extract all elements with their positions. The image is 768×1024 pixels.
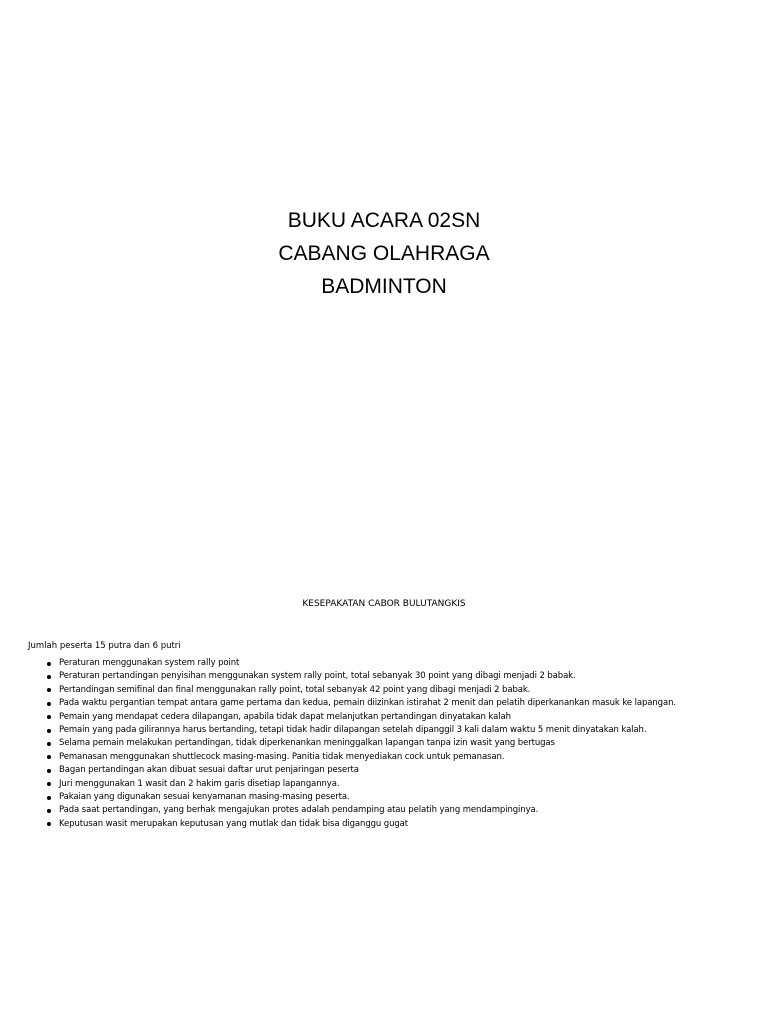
rule-text: Pakaian yang digunakan sesuai kenyamanan masing-masing peserta. — [59, 792, 350, 803]
bullet-icon — [47, 662, 51, 666]
bullet-icon — [47, 675, 51, 679]
bullet-icon — [47, 755, 51, 759]
rule-text: Juri menggunakan 1 wasit dan 2 hakim garis disetiap lapangannya. — [59, 778, 340, 789]
bullet-icon — [47, 702, 51, 706]
rule-text: Bagan pertandingan akan dibuat sesuai daftar urut penjaringan peserta — [59, 765, 359, 776]
rule-text: Pada waktu pergantian tempat antara game pertama dan kedua, pemain diizinkan istirahat 2 menit dan pelatih diperkanankan masuk ke lapangan. — [59, 698, 676, 709]
rule-text: Selama pemain melakukan pertandingan, tidak diperkenankan meninggalkan lapangan tanpa izin wasit yang bertugas — [59, 738, 555, 749]
rule-item — [0, 711, 676, 724]
participant-count-text: Jumlah peserta 15 putra dan 6 putri — [28, 641, 181, 651]
bullet-icon — [47, 782, 51, 786]
bullet-icon — [47, 742, 51, 746]
bullet-icon — [47, 769, 51, 773]
rule-text: Pemain yang pada gilirannya harus bertanding, tetapi tidak hadir dilapangan setelah dipanggil 3 kali dalam waktu 5 menit dinyatakan kalah. — [59, 725, 647, 736]
bullet-icon — [47, 822, 51, 826]
title-line-3: BADMINTON — [321, 275, 447, 298]
rule-text: Pemanasan menggunakan shuttlecock masing-masing. Panitia tidak menyediakan cock untuk pemanasan. — [59, 751, 505, 762]
rule-text: Pertandingan semifinal dan final menggunakan rally point, total sebanyak 42 point yang dibagi menjadi 2 babak. — [59, 684, 531, 695]
rule-item — [0, 724, 676, 737]
document-title — [0, 204, 768, 303]
rule-item — [0, 804, 676, 817]
bullet-icon — [47, 688, 51, 692]
rule-item — [0, 791, 676, 804]
rule-item — [0, 670, 676, 683]
rule-item — [0, 697, 676, 710]
title-line-2: CABANG OLAHRAGA — [278, 242, 490, 265]
rule-item — [0, 778, 676, 791]
section-heading: KESEPAKATAN CABOR BULUTANGKIS — [302, 599, 466, 609]
rule-text: Pada saat pertandingan, yang berhak mengajukan protes adalah pendamping atau pelatih yang mendampinginya. — [59, 805, 539, 816]
rule-item — [0, 818, 676, 831]
rule-text: Peraturan pertandingan penyisihan menggunakan system rally point, total sebanyak 30 point yang dibagi menjadi 2 babak. — [59, 671, 576, 682]
rule-item — [0, 751, 676, 764]
rule-item — [0, 764, 676, 777]
bullet-icon — [47, 729, 51, 733]
rule-item — [0, 737, 676, 750]
bullet-icon — [47, 796, 51, 800]
rule-text: Keputusan wasit merupakan keputusan yang mutlak dan tidak bisa diganggu gugat — [59, 818, 409, 829]
rule-text: Peraturan menggunakan system rally point — [59, 658, 240, 668]
rule-item — [0, 657, 676, 670]
rule-item — [0, 684, 676, 697]
rules-list — [0, 657, 676, 831]
title-line-1: BUKU ACARA 02SN — [287, 209, 481, 232]
bullet-icon — [47, 715, 51, 719]
bullet-icon — [47, 809, 51, 813]
rule-text: Pemain yang mendapat cedera dilapangan, apabila tidak dapat melanjutkan pertandingan dinyatakan kalah — [59, 711, 511, 722]
